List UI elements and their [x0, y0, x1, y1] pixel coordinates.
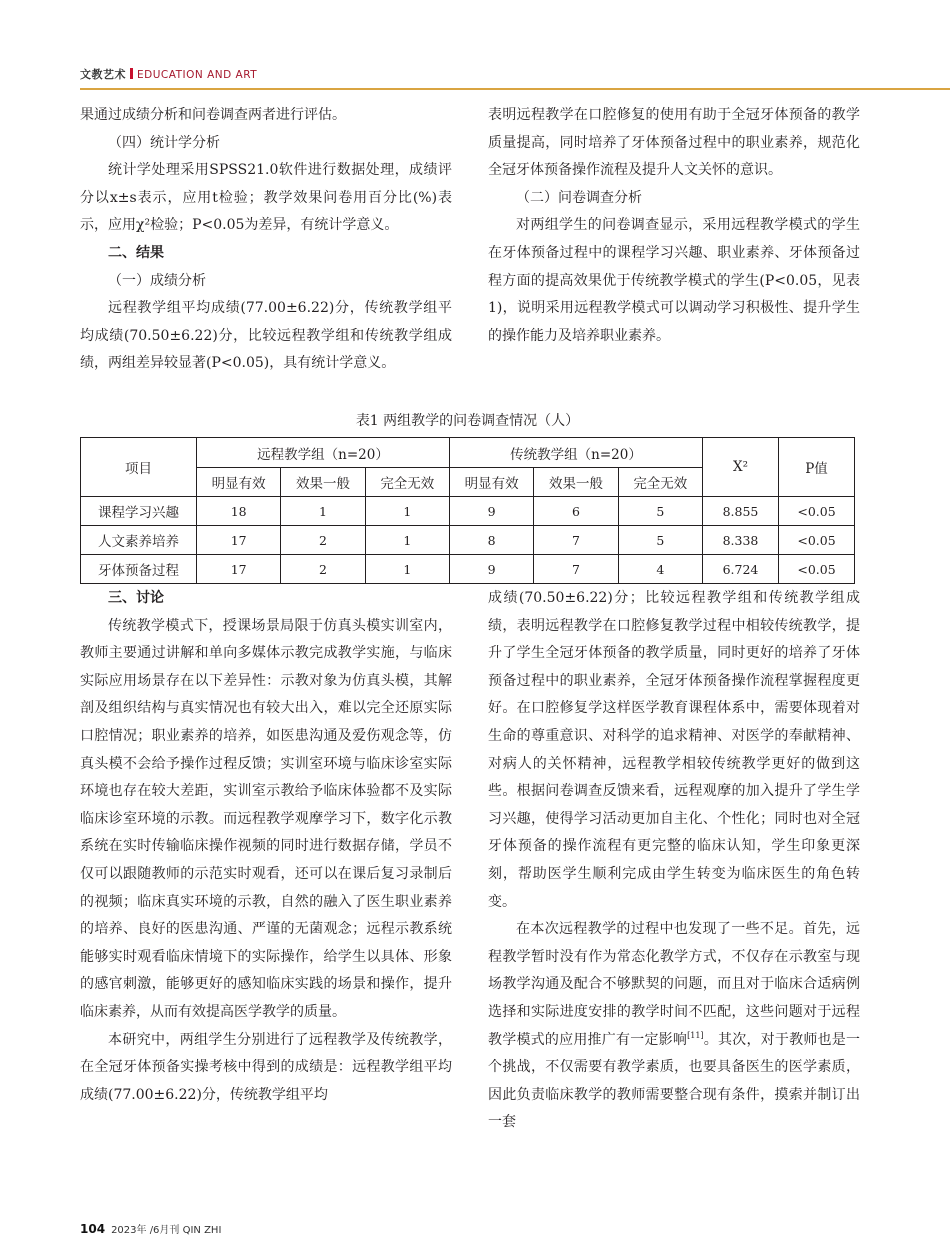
table-cell: 8: [449, 526, 533, 555]
table-cell: 17: [197, 555, 281, 584]
footer-info: 2023年 /6月刊 QIN ZHI: [111, 1225, 222, 1236]
table-cell: 5: [618, 497, 702, 526]
table-cell: <0.05: [779, 555, 855, 584]
table-cell: 2: [281, 555, 365, 584]
header-divider: [130, 68, 133, 79]
table-cell: 18: [197, 497, 281, 526]
table-cell: 1: [281, 497, 365, 526]
section-heading-survey: （二）问卷调查分析: [516, 189, 642, 206]
section-heading-statistics: （四）统计学分析: [108, 134, 220, 151]
paragraph: 果通过成绩分析和问卷调查两者进行评估。: [80, 107, 346, 123]
paragraph-statistics: 统计学处理采用SPSS21.0软件进行数据处理，成绩评分以x±s表示，应用t检验；教学效果问卷用百分比(%)表示，应用χ²检验；P<0.05为差异，有统计学意义。: [80, 162, 452, 234]
table-cell: 牙体预备过程: [81, 555, 197, 584]
paragraph-survey: 对两组学生的问卷调查显示，采用远程教学模式的学生在牙体预备过程中的课程学习兴趣、职业素养、牙体预备过程方面的提高效果优于传统教学模式的学生(P<0.05，见表1)，说明采用远程教学模式可以调动学习积极性、提升学生的操作能力及培养职业素养。: [488, 217, 860, 344]
paragraph-discussion-1: 传统教学模式下，授课场景局限于仿真头模实训室内，教师主要通过讲解和单向多媒体示教完成教学实施，与临床实际应用场景存在以下差异性：示教对象为仿真头模，其解剖及组织结构与真实情况也有较大出入，难以完全还原实际口腔情况；职业素养的培养，如医患沟通及爱伤观念等，仿真头模不会给予操作过程反馈；实训室环境与临床诊室实际环境也存在较大差距，实训室示教给予临床体验都不及实际临床诊室环境的示教。而远程教学观摩学习下，数字化示教系统在实时传输临床操作视频的同时进行数据存储，学员不仅可以跟随教师的示范实时观看，还可以在课后复习录制后的视频；临床真实环境的示教，自然的融入了医生职业素养的培养、良好的医患沟通、严谨的无菌观念；远程示教系统能够实时观看临床情境下的实际操作，给学生以具体、形象的感官刺激，能够更好的感知临床实践的场景和操作，提升临床素养，从而有效提高医学教学的质量。: [80, 617, 452, 1020]
table-subheader: 完全无效: [618, 468, 702, 497]
table-cell: <0.05: [779, 526, 855, 555]
table-subheader: 明显有效: [197, 468, 281, 497]
table-header-p: P值: [779, 438, 855, 497]
table-cell: 6: [534, 497, 618, 526]
header-title-zh: 文教艺术: [80, 68, 126, 81]
table-row: [81, 526, 855, 555]
table-cell: 9: [449, 497, 533, 526]
paragraph-score: 远程教学组平均成绩(77.00±6.22)分，传统教学组平均成绩(70.50±6.22)分，比较远程教学组和传统教学组成绩，两组差异较显著(P<0.05)，具有统计学意义。: [80, 300, 452, 372]
paragraph: 表明远程教学在口腔修复的使用有助于全冠牙体预备的教学质量提高，同时培养了牙体预备过程中的职业素养，规范化全冠牙体预备操作流程及提升人文关怀的意识。: [488, 107, 860, 179]
table-cell: 9: [449, 555, 533, 584]
page-footer: [80, 1221, 221, 1236]
running-header: [80, 66, 257, 82]
paragraph-text: 。其次，对于教师也是一个挑战，不仅需要有教学素质，也要具备医生的医学素质，因此负责临床教学的教师需要整合现有条件，摸索并制订出一套: [488, 1031, 861, 1131]
table-row: [81, 555, 855, 584]
page-number: 104: [80, 1222, 106, 1236]
table-header-traditional: 传统教学组（n=20）: [449, 438, 702, 468]
paragraph-discussion-3: 成绩(70.50±6.22)分；比较远程教学组和传统教学组成绩，表明远程教学在口腔修复教学过程中相较传统教学，提升了学生全冠牙体预备的教学质量，同时更好的培养了牙体预备过程中的职业素养，全冠牙体预备操作流程掌握程度更好。在口腔修复学这样医学教育课程体系中，需要体现着对生命的尊重意识、对科学的追求精神、对医学的奉献精神、对病人的关怀精神，远程教学相较传统教学更好的做到这些。根据问卷调查反馈来看，远程观摩的加入提升了学生学习兴趣，使得学习活动更加自主化、个性化；同时也对全冠牙体预备的操作流程有更完整的临床认知，学生印象更深刻，帮助医学生顺利完成由学生转变为临床医生的角色转变。: [488, 590, 860, 910]
column-left-top: [80, 102, 452, 378]
table-cell: 4: [618, 555, 702, 584]
table-subheader: 明显有效: [449, 468, 533, 497]
table-header-item: 项目: [81, 438, 197, 497]
table-cell: 7: [534, 555, 618, 584]
table-cell: 5: [618, 526, 702, 555]
section-heading-results: 二、结果: [108, 244, 164, 261]
table-cell: <0.05: [779, 497, 855, 526]
table-cell: 1: [365, 526, 449, 555]
paragraph-discussion-2: 本研究中，两组学生分别进行了远程教学及传统教学，在全冠牙体预备实操考核中得到的成绩是：远程教学组平均成绩(77.00±6.22)分，传统教学组平均: [80, 1031, 452, 1103]
reference-mark: [11]: [687, 1030, 704, 1040]
table-cell: 8.338: [703, 526, 779, 555]
column-left-bottom: [80, 585, 452, 1109]
table-cell: 课程学习兴趣: [81, 497, 197, 526]
header-rule: [80, 88, 950, 90]
table-header-remote: 远程教学组（n=20）: [197, 438, 450, 468]
column-right-top: [488, 102, 860, 350]
table-cell: 8.855: [703, 497, 779, 526]
section-heading-score: （一）成绩分析: [108, 272, 206, 289]
paragraph-discussion-4: [488, 916, 860, 1137]
table-cell: 1: [365, 497, 449, 526]
table-cell: 6.724: [703, 555, 779, 584]
survey-table: [80, 437, 855, 584]
table-header-chi: X²: [703, 438, 779, 497]
table-subheader: 完全无效: [365, 468, 449, 497]
table-subheader: 效果一般: [534, 468, 618, 497]
table-cell: 7: [534, 526, 618, 555]
column-right-bottom: [488, 585, 860, 1137]
table-cell: 2: [281, 526, 365, 555]
table-row: [81, 497, 855, 526]
paragraph-text: 在本次远程教学的过程中也发现了一些不足。首先，远程教学暂时没有作为常态化教学方式，不仅存在示教室与现场教学沟通及配合不够默契的问题，而且对于临床合适病例选择和实际进度安排的教学时间不匹配，这些问题对于远程教学模式的应用推广有一定影响: [488, 921, 860, 1048]
table-caption: 表1 两组教学的问卷调查情况（人）: [355, 413, 580, 429]
table-subheader: 效果一般: [281, 468, 365, 497]
section-heading-discussion: 三、讨论: [108, 590, 164, 606]
table-cell: 人文素养培养: [81, 526, 197, 555]
table-cell: 17: [197, 526, 281, 555]
header-title-en: EDUCATION AND ART: [137, 69, 258, 81]
table-cell: 1: [365, 555, 449, 584]
